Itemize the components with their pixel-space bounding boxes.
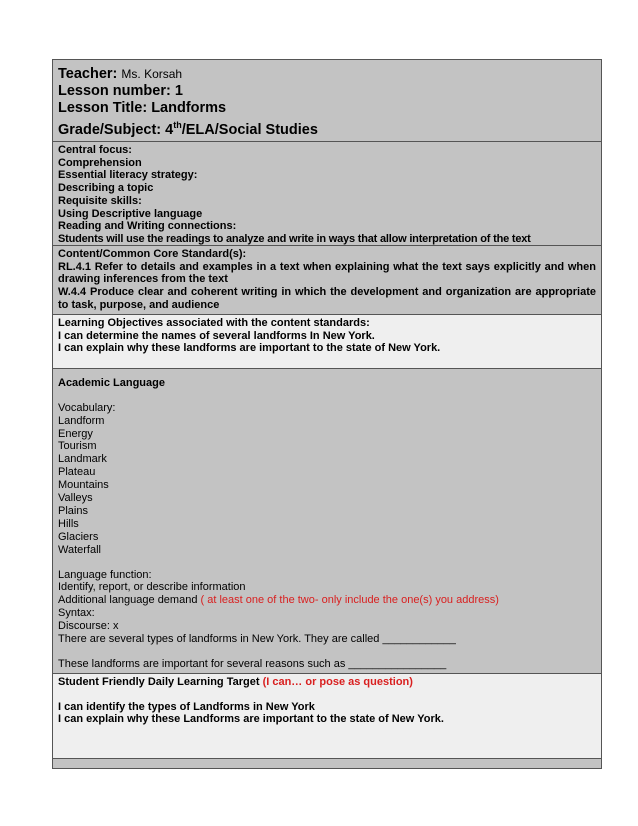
teacher-value: Ms. Korsah	[121, 67, 183, 81]
focus-line: Students will use the readings to analyze and write in ways that allow interpretation of the text	[58, 232, 531, 245]
vocab-item: Tourism	[58, 440, 97, 453]
demand-label: Additional language demand	[58, 594, 198, 607]
focus-line: Requisite skills:	[58, 194, 142, 207]
vocab-item: Glaciers	[58, 530, 99, 543]
focus-line: Comprehension	[58, 156, 142, 169]
academic-language-section	[52, 369, 602, 674]
objective-item: I can determine the names of several landforms In New York.	[58, 329, 375, 342]
lesson-title: Lesson Title: Landforms	[58, 100, 227, 116]
target-note: (I can… or pose as question)	[262, 676, 413, 688]
standard-rl: RL.4.1 Refer to details and examples in a text when explaining what the text says explicitly and when drawing inferences from the text	[58, 260, 596, 286]
learning-target-section	[52, 674, 602, 759]
lesson-plan-table	[52, 59, 602, 769]
target-item: I can identify the types of Landforms in New York	[58, 700, 315, 713]
demand-note: ( at least one of the two- only include the one(s) you address)	[200, 594, 499, 607]
standards-title: Content/Common Core Standard(s):	[58, 248, 247, 260]
vocab-item: Plateau	[58, 466, 96, 479]
sentence-frame: There are several types of landforms in New York. They are called ____________	[58, 633, 456, 646]
grade-suffix: /ELA/Social Studies	[181, 121, 318, 138]
vocab-item: Mountains	[58, 479, 109, 492]
teacher-line	[58, 66, 596, 83]
focus-line: Using Descriptive language	[58, 207, 203, 220]
demand-line	[58, 594, 596, 607]
standards-section	[52, 246, 602, 315]
focus-section	[52, 142, 602, 246]
vocab-item: Hills	[58, 517, 79, 530]
sentence-frame: These landforms are important for several reasons such as ________________	[58, 658, 447, 671]
focus-line: Central focus:	[58, 144, 132, 156]
vocab-item: Valleys	[58, 492, 93, 505]
vocab-item: Landmark	[58, 453, 107, 466]
focus-line: Describing a topic	[58, 182, 154, 195]
grade-sup: th	[173, 120, 182, 130]
function-label: Language function:	[58, 568, 152, 581]
grade-subject	[58, 117, 596, 139]
target-title: Student Friendly Daily Learning Target	[58, 676, 260, 688]
syntax-label: Syntax:	[58, 607, 95, 620]
discourse-label: Discourse: x	[58, 620, 119, 633]
lesson-number: Lesson number: 1	[58, 83, 183, 99]
target-item: I can explain why these Landforms are important to the state of New York.	[58, 713, 444, 726]
header-section	[52, 59, 602, 142]
focus-line: Essential literacy strategy:	[58, 169, 198, 182]
vocab-item: Landform	[58, 414, 105, 427]
empty-row	[52, 759, 602, 769]
teacher-label: Teacher:	[58, 66, 118, 82]
objectives-title: Learning Objectives associated with the content standards:	[58, 317, 370, 329]
function-value: Identify, report, or describe information	[58, 581, 246, 594]
vocab-item: Plains	[58, 504, 88, 517]
objectives-section	[52, 315, 602, 369]
vocab-item: Energy	[58, 427, 93, 440]
standard-w: W.4.4 Produce clear and coherent writing in which the development and organization are appropriate to task, purpose, and audience	[58, 286, 596, 311]
target-title-line	[58, 676, 596, 689]
focus-line: Reading and Writing connections:	[58, 220, 237, 233]
objective-item: I can explain why these landforms are important to the state of New York.	[58, 342, 441, 355]
vocab-item: Waterfall	[58, 543, 101, 556]
academic-title: Academic Language	[58, 377, 165, 389]
grade-prefix: Grade/Subject: 4	[58, 121, 174, 138]
vocab-label: Vocabulary:	[58, 401, 116, 414]
